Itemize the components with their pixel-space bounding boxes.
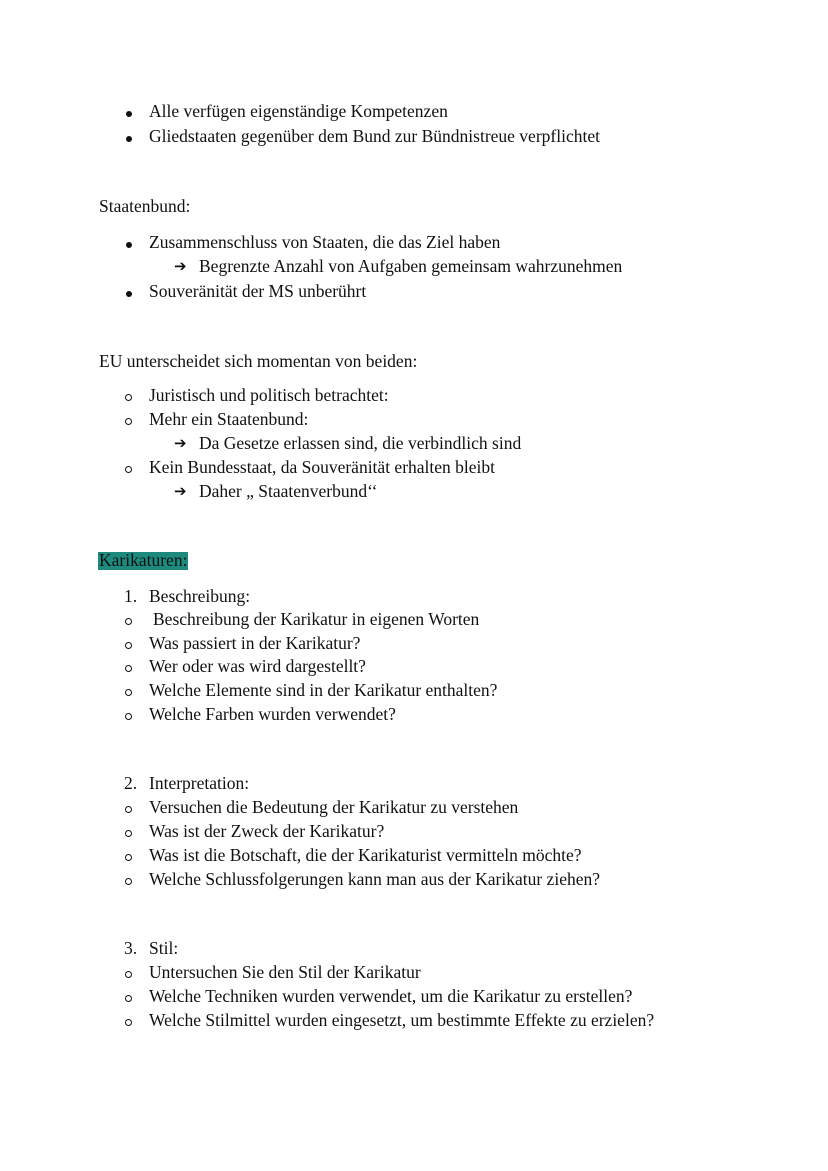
circle-bullet-icon [125,665,132,672]
circle-bullet-icon [125,995,132,1002]
circle-bullet-icon [125,878,132,885]
circle-bullet-icon [125,806,132,813]
circle-bullet-icon [125,854,132,861]
bullet-text: Gliedstaaten gegenüber dem Bund zur Bündnistreue verpflichtet [149,126,600,146]
bullet-icon [126,242,132,248]
bullet-text: Alle verfügen eigenständige Kompetenzen [149,101,448,121]
bullet-icon [126,291,132,297]
arrow-right-icon: ➔ [174,434,187,452]
circle-bullet-icon [125,642,132,649]
circle-bullet-icon [125,1019,132,1026]
circle-bullet-icon [125,618,132,625]
circle-bullet-icon [125,971,132,978]
circle-bullet-icon [125,830,132,837]
bullet-icon [126,136,132,142]
circle-bullet-icon [125,689,132,696]
circle-bullet-icon [125,418,132,425]
circle-bullet-icon [125,713,132,720]
bullet-text: Souveränität der MS unberührt [149,281,367,301]
arrow-right-icon: ➔ [174,257,187,275]
circle-bullet-icon [125,394,132,401]
bullet-text: Zusammenschluss von Staaten, die das Ziel haben [149,232,501,252]
arrow-text: Begrenzte Anzahl von Aufgaben gemeinsam wahrzunehmen [199,256,623,276]
circle-bullet-icon [125,466,132,473]
bullet-icon [126,111,132,117]
arrow-right-icon: ➔ [174,482,187,500]
